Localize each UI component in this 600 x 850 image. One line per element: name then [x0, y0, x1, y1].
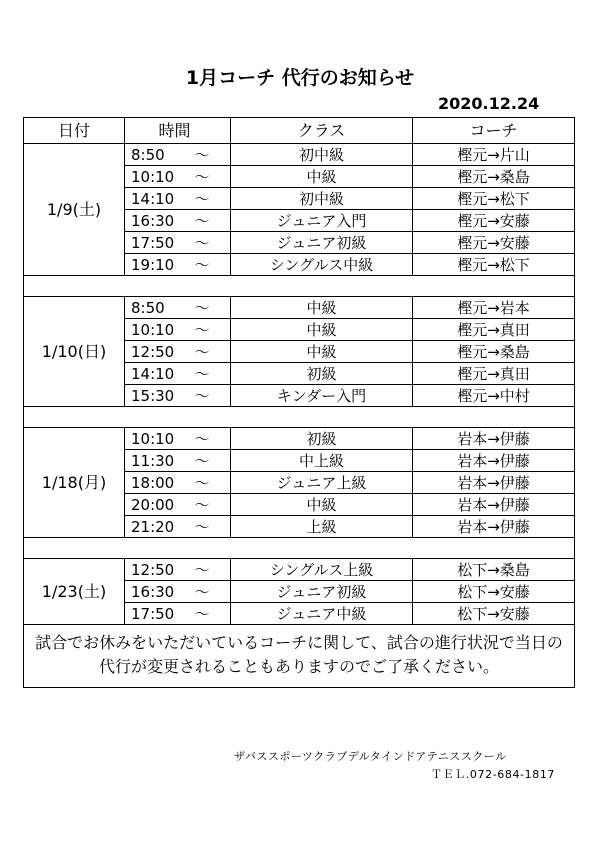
coach-cell: 岩本→伊藤 [413, 494, 575, 516]
coach-cell: 樫元→安藤 [413, 232, 575, 254]
header-time: 時間 [125, 118, 191, 144]
coach-cell: 樫元→真田 [413, 319, 575, 341]
header-coach: コーチ [413, 118, 575, 144]
time-cell: 19:10 [125, 254, 191, 276]
class-cell: 中級 [231, 341, 413, 363]
time-cell: 20:00 [125, 494, 191, 516]
group-separator [24, 407, 575, 428]
tilde-cell: 〜 [191, 428, 231, 450]
coach-cell: 樫元→桑島 [413, 341, 575, 363]
class-cell: ジュニア入門 [231, 210, 413, 232]
tilde-cell: 〜 [191, 603, 231, 625]
tilde-cell: 〜 [191, 297, 231, 319]
date-cell: 1/23(土) [24, 559, 125, 625]
coach-cell: 松下→安藤 [413, 603, 575, 625]
coach-cell: 松下→桑島 [413, 559, 575, 581]
table-row [24, 559, 575, 581]
table-row [24, 297, 575, 319]
class-cell: ジュニア初級 [231, 581, 413, 603]
coach-cell: 岩本→伊藤 [413, 472, 575, 494]
time-cell: 16:30 [125, 581, 191, 603]
notice-text: 試合でお休みをいただいているコーチに関して、試合の進行状況で当日の代行が変更されることもありますのでご了承ください。 [24, 625, 575, 688]
class-cell: シングルス上級 [231, 559, 413, 581]
time-cell: 14:10 [125, 188, 191, 210]
coach-cell: 樫元→松下 [413, 254, 575, 276]
tilde-cell: 〜 [191, 516, 231, 538]
class-cell: 上級 [231, 516, 413, 538]
coach-cell: 樫元→岩本 [413, 297, 575, 319]
header-class: クラス [231, 118, 413, 144]
page-title: 1月コーチ 代行のお知らせ [185, 67, 415, 89]
separator-cell [24, 276, 575, 297]
class-cell: 中級 [231, 297, 413, 319]
class-cell: 初中級 [231, 144, 413, 166]
class-cell: 中級 [231, 494, 413, 516]
time-cell: 14:10 [125, 363, 191, 385]
header-date: 日付 [24, 118, 125, 144]
coach-cell: 樫元→松下 [413, 188, 575, 210]
class-cell: ジュニア初級 [231, 232, 413, 254]
coach-cell: 松下→安藤 [413, 581, 575, 603]
school-name: ザバススポーツクラブデルタインドアテニススクール [234, 750, 507, 763]
class-cell: 初級 [231, 363, 413, 385]
tilde-cell: 〜 [191, 232, 231, 254]
coach-cell: 樫元→中村 [413, 385, 575, 407]
tilde-cell: 〜 [191, 472, 231, 494]
separator-cell [24, 407, 575, 428]
time-cell: 12:50 [125, 559, 191, 581]
class-cell: 中上級 [231, 450, 413, 472]
class-cell: 中級 [231, 166, 413, 188]
tilde-cell: 〜 [191, 210, 231, 232]
coach-cell: 岩本→伊藤 [413, 450, 575, 472]
class-cell: シングルス中級 [231, 254, 413, 276]
class-cell: 初中級 [231, 188, 413, 210]
class-cell: キンダー入門 [231, 385, 413, 407]
tilde-cell: 〜 [191, 341, 231, 363]
class-cell: ジュニア中級 [231, 603, 413, 625]
tilde-cell: 〜 [191, 581, 231, 603]
table-row [24, 144, 575, 166]
date-cell: 1/9(土) [24, 144, 125, 276]
header-time-spacer [191, 118, 231, 144]
coach-cell: 樫元→桑島 [413, 166, 575, 188]
tilde-cell: 〜 [191, 450, 231, 472]
group-separator [24, 538, 575, 559]
table-row [24, 428, 575, 450]
time-cell: 16:30 [125, 210, 191, 232]
table-header-row [24, 118, 575, 144]
tilde-cell: 〜 [191, 319, 231, 341]
tilde-cell: 〜 [191, 363, 231, 385]
tilde-cell: 〜 [191, 188, 231, 210]
coach-cell: 樫元→真田 [413, 363, 575, 385]
separator-cell [24, 538, 575, 559]
coach-cell: 樫元→安藤 [413, 210, 575, 232]
time-cell: 10:10 [125, 319, 191, 341]
tilde-cell: 〜 [191, 559, 231, 581]
coach-cell: 岩本→伊藤 [413, 428, 575, 450]
coach-cell: 岩本→伊藤 [413, 516, 575, 538]
time-cell: 10:10 [125, 428, 191, 450]
time-cell: 15:30 [125, 385, 191, 407]
time-cell: 18:00 [125, 472, 191, 494]
notice-row [24, 625, 575, 688]
time-cell: 21:20 [125, 516, 191, 538]
class-cell: 中級 [231, 319, 413, 341]
tilde-cell: 〜 [191, 254, 231, 276]
date-cell: 1/10(日) [24, 297, 125, 407]
time-cell: 12:50 [125, 341, 191, 363]
table-body [24, 144, 575, 625]
class-cell: ジュニア上級 [231, 472, 413, 494]
substitute-schedule-table [23, 117, 575, 688]
time-cell: 8:50 [125, 144, 191, 166]
school-phone: ＴＥＬ.072-684-1817 [431, 768, 556, 781]
time-cell: 8:50 [125, 297, 191, 319]
time-cell: 17:50 [125, 232, 191, 254]
coach-cell: 樫元→片山 [413, 144, 575, 166]
group-separator [24, 276, 575, 297]
time-cell: 11:30 [125, 450, 191, 472]
tilde-cell: 〜 [191, 166, 231, 188]
date-cell: 1/18(月) [24, 428, 125, 538]
notice-date: 2020.12.24 [438, 94, 540, 113]
tilde-cell: 〜 [191, 385, 231, 407]
time-cell: 17:50 [125, 603, 191, 625]
time-cell: 10:10 [125, 166, 191, 188]
class-cell: 初級 [231, 428, 413, 450]
tilde-cell: 〜 [191, 494, 231, 516]
tilde-cell: 〜 [191, 144, 231, 166]
